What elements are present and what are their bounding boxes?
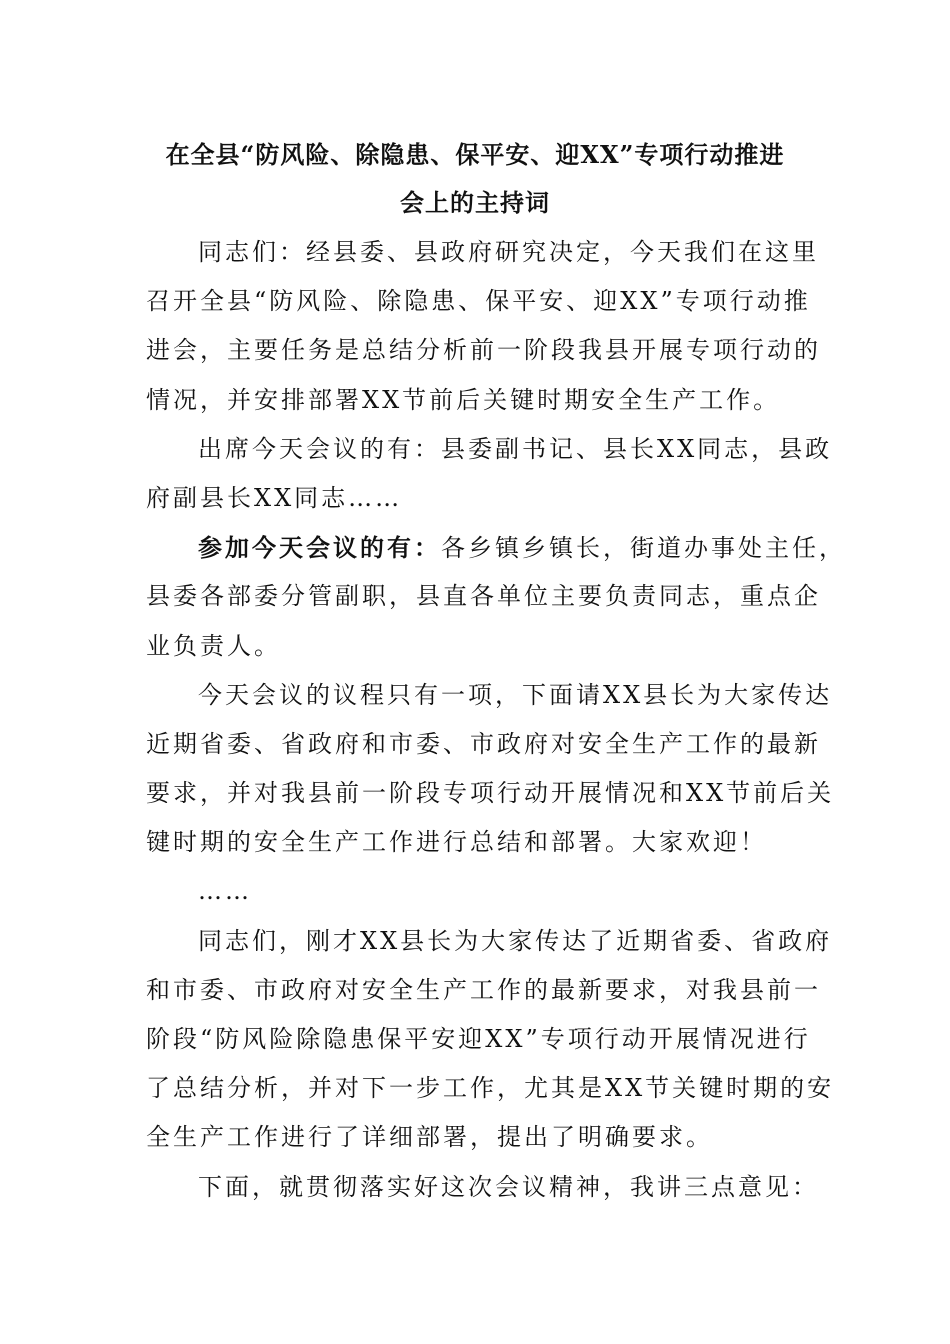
document-title-line-2: 会上的主持词: [400, 188, 550, 217]
paragraph-6-line-5: 全生产工作进行了详细部署，提出了明确要求。: [146, 1123, 713, 1152]
paragraph-6-line-4: 了总结分析，并对下一步工作，尤其是XX节关键时期的安: [146, 1074, 835, 1103]
paragraph-6-line-2: 和市委、市政府对安全生产工作的最新要求，对我县前一: [146, 975, 821, 1004]
paragraph-4-line-3: 要求，并对我县前一阶段专项行动开展情况和XX节前后关: [146, 779, 835, 808]
paragraph-2-line-1: 出席今天会议的有：县委副书记、县长XX同志，县政: [198, 434, 833, 463]
paragraph-3-bold-lead: 参加今天会议的有：: [198, 533, 441, 563]
paragraph-3-line-1: [146, 523, 846, 572]
document-body: [146, 228, 846, 1212]
paragraph-1-line-1: 同志们：经县委、县政府研究决定，今天我们在这里: [198, 238, 819, 266]
paragraph-1-line-4: 情况，并安排部署XX节前后关键时期安全生产工作。: [146, 385, 781, 414]
paragraph-4-line-4: 键时期的安全生产工作进行总结和部署。大家欢迎！: [146, 828, 767, 857]
paragraph-6-line-3: 阶段“防风险除隐患保平安迎XX”专项行动开展情况进行: [146, 1025, 811, 1053]
paragraph-1-line-3: 进会，主要任务是总结分析前一阶段我县开展专项行动的: [146, 336, 821, 365]
paragraph-1-line-2: 召开全县“防风险、除隐患、保平安、迎XX”专项行动推: [146, 287, 811, 316]
paragraph-3-line-3: 业负责人。: [146, 631, 281, 660]
paragraph-7-line-1: 下面，就贯彻落实好这次会议精神，我讲三点意见：: [198, 1172, 819, 1201]
paragraph-2-line-2: 府副县长XX同志……: [146, 483, 403, 512]
paragraph-6-line-1: 同志们，刚才XX县长为大家传达了近期省委、省政府: [198, 926, 833, 955]
paragraph-4-line-2: 近期省委、省政府和市委、市政府对安全生产工作的最新: [146, 729, 821, 758]
paragraph-4-line-1: 今天会议的议程只有一项，下面请XX县长为大家传达: [198, 680, 833, 709]
document-title-line-1: 在全县“防风险、除隐患、保平安、迎XX”专项行动推进: [165, 140, 785, 169]
paragraph-3-line-2: 县委各部委分管副职，县直各单位主要负责同志，重点企: [146, 582, 821, 611]
paragraph-5-ellipsis: ……: [198, 877, 252, 906]
paragraph-3-line-1-rest: 各乡镇乡镇长，街道办事处主任，: [441, 534, 846, 563]
